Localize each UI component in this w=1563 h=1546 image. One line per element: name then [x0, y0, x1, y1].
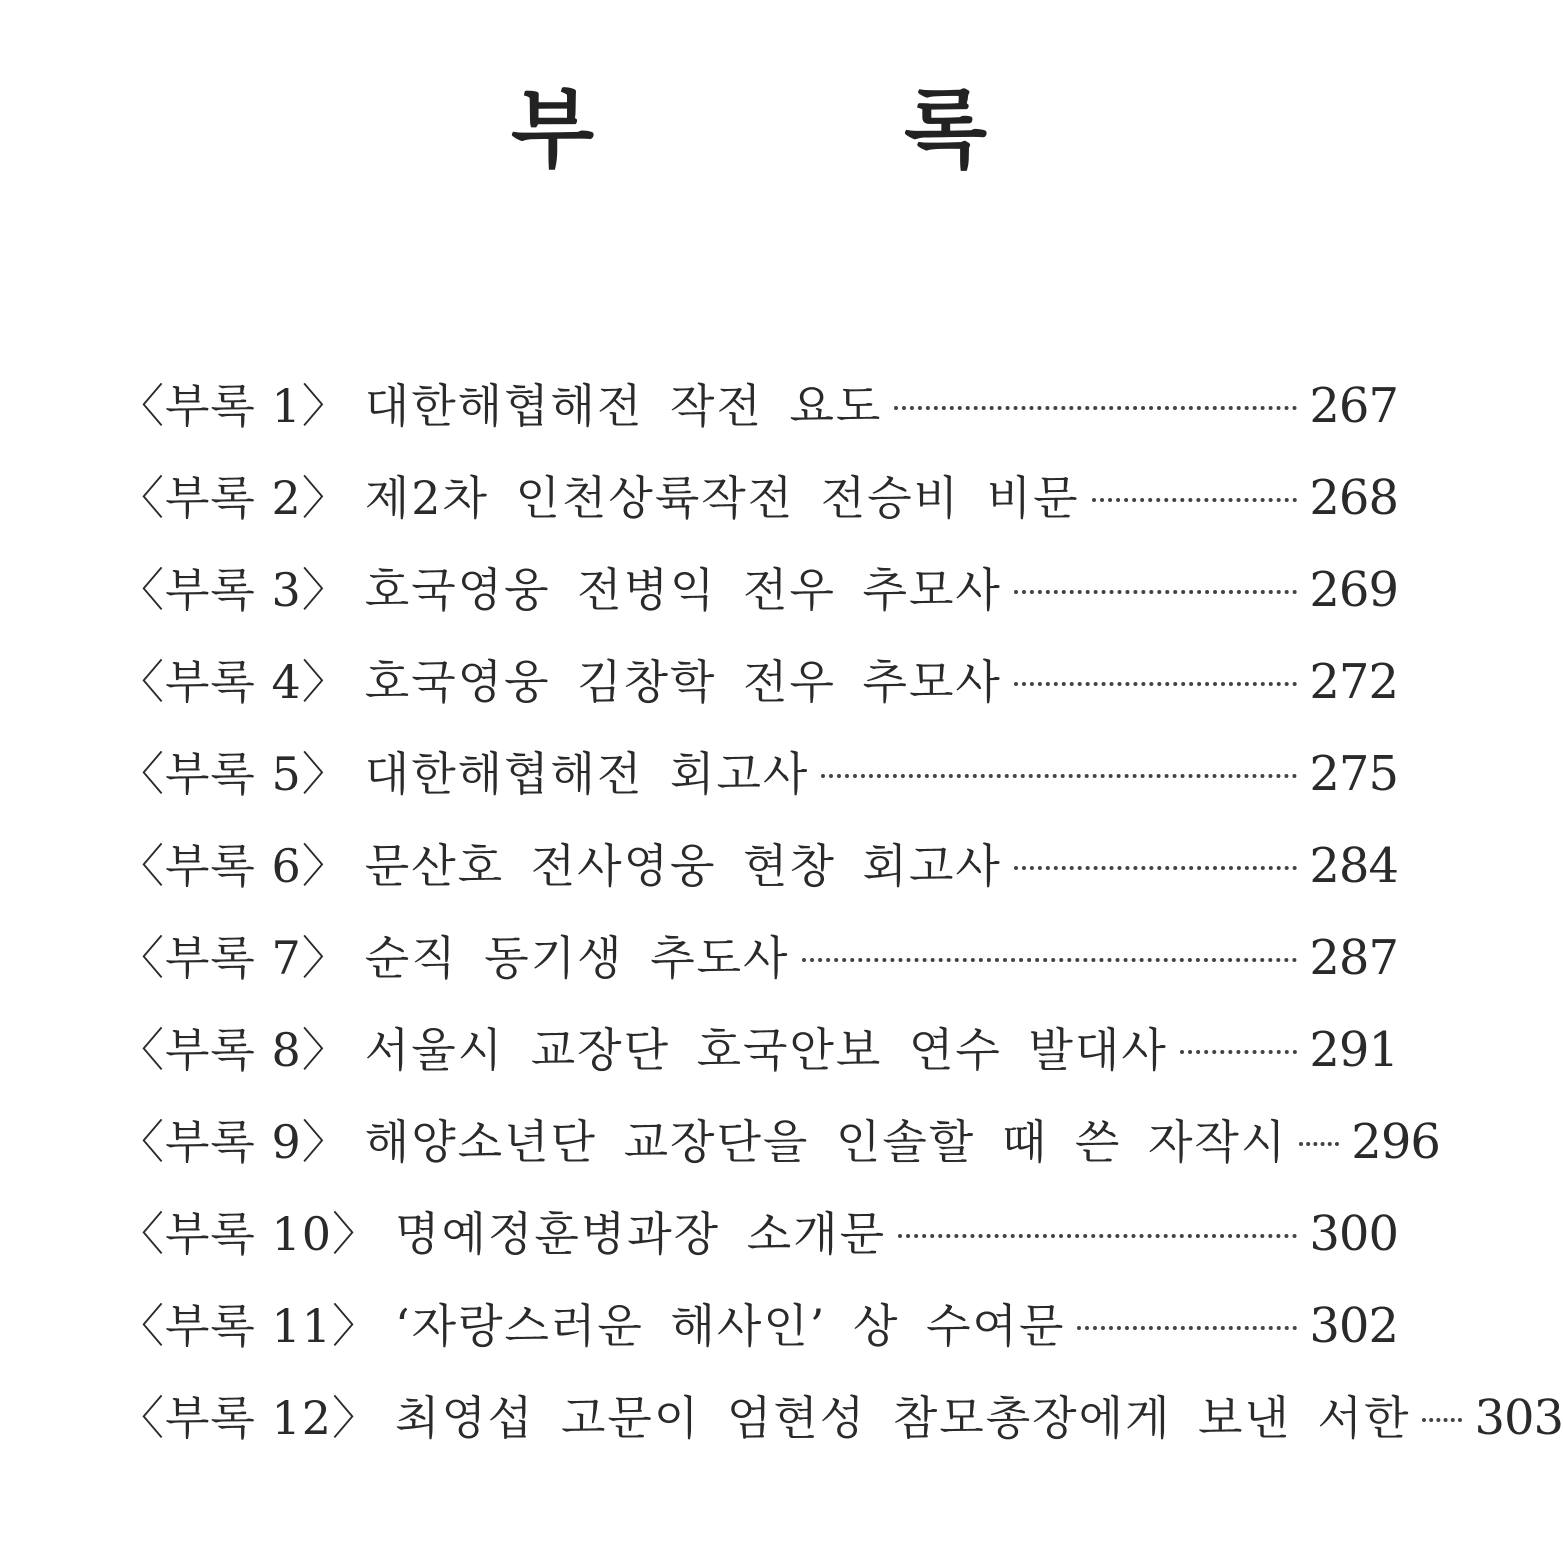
page-title: 부 록 — [510, 79, 1128, 180]
toc-entry-label: 〈부록 2〉 — [118, 471, 349, 525]
dot-leader — [894, 406, 1297, 410]
toc-entry-page: 300 — [1309, 1206, 1398, 1262]
toc-entry-page: 284 — [1309, 838, 1398, 894]
toc-entry-page: 268 — [1309, 470, 1398, 526]
toc-entry-title: ‘자랑스러운 해사인’ 상 수여문 — [395, 1299, 1066, 1353]
toc-entry-label: 〈부록 5〉 — [118, 747, 349, 801]
toc-entry — [118, 452, 1398, 544]
dot-leader — [1299, 1142, 1339, 1146]
toc-entry-title: 문산호 전사영웅 현창 회고사 — [364, 839, 1002, 893]
toc-entry-label: 〈부록 7〉 — [118, 931, 349, 985]
toc-entry-page: 287 — [1309, 930, 1398, 986]
dot-leader — [802, 958, 1298, 962]
toc-entry-title: 호국영웅 김창학 전우 추모사 — [364, 655, 1002, 709]
toc-entry-title: 최영섭 고문이 엄현성 참모총장에게 보낸 서한 — [395, 1391, 1411, 1445]
dot-leader — [1422, 1418, 1462, 1422]
dot-leader — [1180, 1050, 1298, 1054]
dot-leader — [1014, 866, 1298, 870]
toc-entry-page: 272 — [1309, 654, 1398, 710]
toc-entry — [118, 1096, 1440, 1188]
toc-entry-title: 명예정훈병과장 소개문 — [395, 1207, 887, 1261]
toc-entry-title: 해양소년단 교장단을 인솔할 때 쓴 자작시 — [364, 1115, 1288, 1169]
toc-entry-page: 296 — [1351, 1114, 1440, 1170]
toc-entry — [118, 912, 1398, 1004]
dot-leader — [1014, 590, 1298, 594]
dot-leader — [1077, 1326, 1297, 1330]
toc-entry — [118, 1280, 1398, 1372]
toc-entry-label: 〈부록 4〉 — [118, 655, 349, 709]
toc-entry-label: 〈부록 6〉 — [118, 839, 349, 893]
toc-entry-label: 〈부록 1〉 — [118, 379, 349, 433]
toc-entry — [118, 1372, 1563, 1464]
toc-entry-page: 291 — [1309, 1022, 1398, 1078]
toc-entry-title: 서울시 교장단 호국안보 연수 발대사 — [364, 1023, 1168, 1077]
toc-entry — [118, 820, 1398, 912]
toc-entry-title: 호국영웅 전병익 전우 추모사 — [364, 563, 1002, 617]
toc-entry — [118, 636, 1398, 728]
toc-entry-label: 〈부록 11〉 — [118, 1299, 380, 1353]
toc-entry-title: 제2차 인천상륙작전 전승비 비문 — [364, 471, 1080, 525]
toc-entry — [118, 544, 1398, 636]
toc-entry-label: 〈부록 10〉 — [118, 1207, 380, 1261]
toc-entry-title: 순직 동기생 추도사 — [364, 931, 790, 985]
toc-entry-title: 대한해협해전 작전 요도 — [364, 379, 883, 433]
toc-entry-page: 303 — [1474, 1390, 1563, 1446]
dot-leader — [1092, 498, 1298, 502]
toc-entry-label: 〈부록 3〉 — [118, 563, 349, 617]
dot-leader — [821, 774, 1297, 778]
toc-entry-label: 〈부록 12〉 — [118, 1391, 380, 1445]
toc-entry — [118, 360, 1398, 452]
toc-entry-page: 275 — [1309, 746, 1398, 802]
dot-leader — [898, 1234, 1297, 1238]
dot-leader — [1014, 682, 1298, 686]
toc-entry-label: 〈부록 8〉 — [118, 1023, 349, 1077]
toc-entry — [118, 1004, 1398, 1096]
toc-entry — [118, 1188, 1398, 1280]
toc-entry-page: 269 — [1309, 562, 1398, 618]
appendix-toc — [118, 360, 1563, 1464]
toc-entry-label: 〈부록 9〉 — [118, 1115, 349, 1169]
toc-entry-page: 267 — [1309, 378, 1398, 434]
toc-entry — [118, 728, 1398, 820]
toc-entry-title: 대한해협해전 회고사 — [364, 747, 810, 801]
toc-entry-page: 302 — [1309, 1298, 1398, 1354]
